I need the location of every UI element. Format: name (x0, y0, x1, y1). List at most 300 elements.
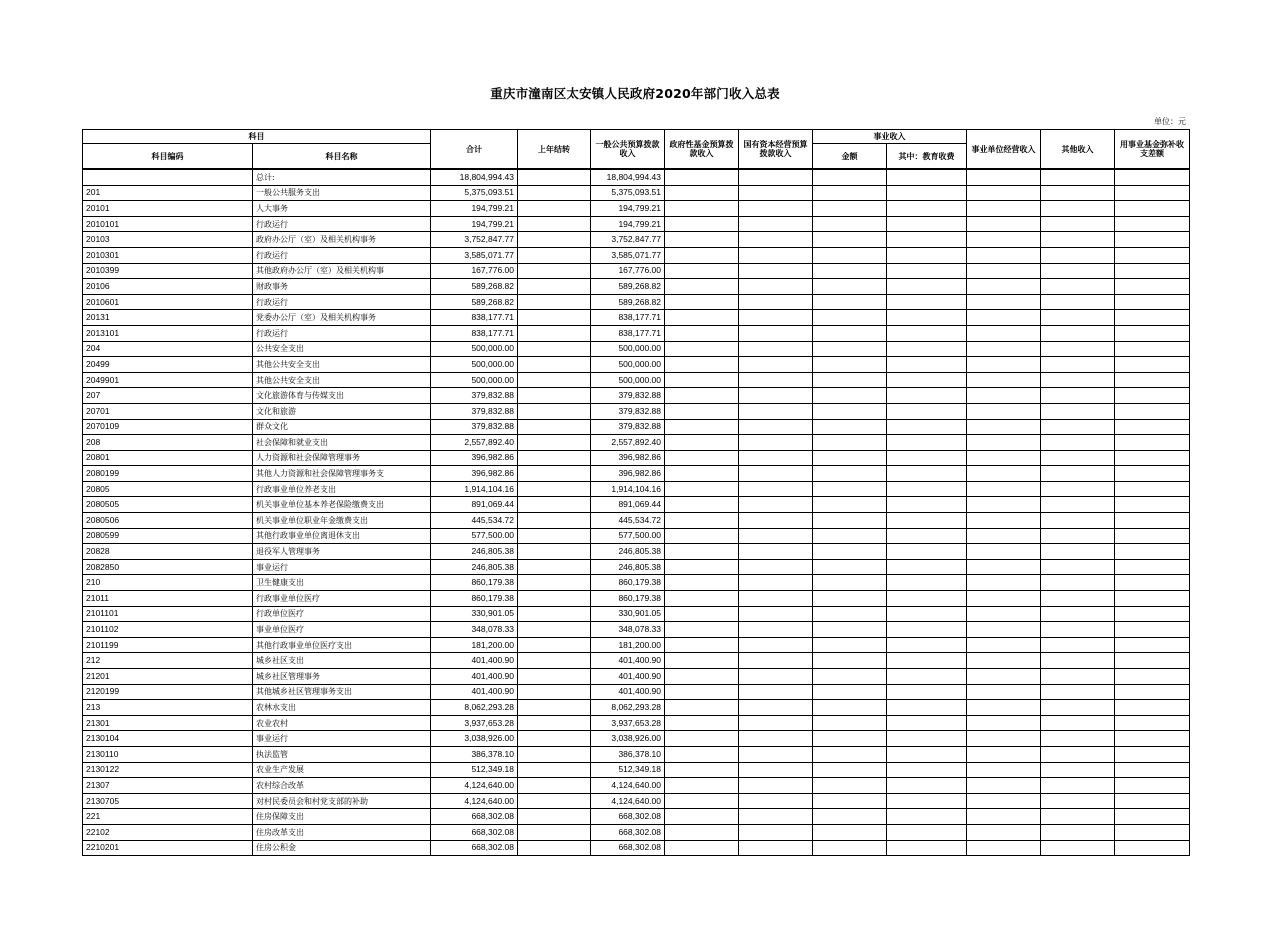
cell-gov-fund (665, 575, 739, 591)
unit-label: 单位：元 (1154, 117, 1186, 126)
cell-total: 379,832.88 (431, 388, 518, 404)
cell-total: 3,038,926.00 (431, 731, 518, 747)
table-row (83, 497, 1190, 513)
cell-edu-fee (887, 310, 967, 326)
cell-total: 3,937,653.28 (431, 715, 518, 731)
cell-gov-fund (665, 169, 739, 185)
cell-edu-fee (887, 372, 967, 388)
cell-carryover (518, 435, 591, 451)
cell-state-capital (739, 513, 813, 529)
cell-carryover (518, 310, 591, 326)
cell-general-budget: 401,400.90 (591, 684, 665, 700)
cell-unit-operating (967, 653, 1041, 669)
cell-unit-operating (967, 637, 1041, 653)
cell-code: 2080505 (83, 497, 253, 513)
cell-edu-fee (887, 591, 967, 607)
cell-fund-balance (1115, 606, 1190, 622)
cell-carryover (518, 544, 591, 560)
table-row (83, 403, 1190, 419)
cell-code: 2130705 (83, 793, 253, 809)
cell-business-amount (813, 528, 887, 544)
cell-name: 农林水支出 (253, 700, 431, 716)
cell-state-capital (739, 575, 813, 591)
table-row (83, 575, 1190, 591)
cell-state-capital (739, 684, 813, 700)
cell-total: 5,375,093.51 (431, 185, 518, 201)
cell-unit-operating (967, 513, 1041, 529)
cell-code: 2080199 (83, 466, 253, 482)
cell-fund-balance (1115, 263, 1190, 279)
cell-edu-fee (887, 325, 967, 341)
cell-edu-fee (887, 450, 967, 466)
cell-state-capital (739, 637, 813, 653)
table-row (83, 481, 1190, 497)
cell-business-amount (813, 513, 887, 529)
cell-gov-fund (665, 544, 739, 560)
cell-fund-balance (1115, 388, 1190, 404)
table-row (83, 528, 1190, 544)
cell-fund-balance (1115, 528, 1190, 544)
cell-business-amount (813, 653, 887, 669)
cell-carryover (518, 263, 591, 279)
revenue-table (82, 129, 1190, 856)
cell-other (1041, 824, 1115, 840)
table-row (83, 684, 1190, 700)
cell-other (1041, 357, 1115, 373)
cell-total: 194,799.21 (431, 216, 518, 232)
table-row (83, 325, 1190, 341)
cell-carryover (518, 715, 591, 731)
cell-name: 群众文化 (253, 419, 431, 435)
table-row (83, 232, 1190, 248)
cell-fund-balance (1115, 684, 1190, 700)
cell-carryover (518, 450, 591, 466)
cell-other (1041, 653, 1115, 669)
cell-total: 401,400.90 (431, 653, 518, 669)
cell-state-capital (739, 622, 813, 638)
cell-code: 2013101 (83, 325, 253, 341)
cell-name: 行政事业单位养老支出 (253, 481, 431, 497)
cell-edu-fee (887, 715, 967, 731)
cell-fund-balance (1115, 637, 1190, 653)
cell-carryover (518, 279, 591, 295)
cell-code: 204 (83, 341, 253, 357)
cell-other (1041, 793, 1115, 809)
cell-state-capital (739, 388, 813, 404)
cell-fund-balance (1115, 247, 1190, 263)
cell-total: 246,805.38 (431, 559, 518, 575)
cell-edu-fee (887, 622, 967, 638)
cell-general-budget: 348,078.33 (591, 622, 665, 638)
cell-carryover (518, 185, 591, 201)
cell-business-amount (813, 247, 887, 263)
cell-unit-operating (967, 762, 1041, 778)
table-row (83, 169, 1190, 185)
cell-general-budget: 445,534.72 (591, 513, 665, 529)
cell-state-capital (739, 341, 813, 357)
cell-code: 2082850 (83, 559, 253, 575)
cell-other (1041, 731, 1115, 747)
cell-fund-balance (1115, 279, 1190, 295)
cell-business-amount (813, 809, 887, 825)
cell-gov-fund (665, 669, 739, 685)
table-row (83, 310, 1190, 326)
cell-code: 20701 (83, 403, 253, 419)
cell-unit-operating (967, 357, 1041, 373)
cell-code: 20801 (83, 450, 253, 466)
cell-state-capital (739, 325, 813, 341)
cell-edu-fee (887, 793, 967, 809)
cell-state-capital (739, 544, 813, 560)
cell-name: 行政运行 (253, 216, 431, 232)
cell-carryover (518, 746, 591, 762)
cell-other (1041, 294, 1115, 310)
cell-fund-balance (1115, 762, 1190, 778)
cell-unit-operating (967, 544, 1041, 560)
table-row (83, 746, 1190, 762)
header-general-budget: 一般公共预算拨款收入 (591, 130, 665, 170)
cell-business-amount (813, 310, 887, 326)
cell-general-budget: 379,832.88 (591, 388, 665, 404)
cell-code: 21301 (83, 715, 253, 731)
cell-edu-fee (887, 169, 967, 185)
cell-gov-fund (665, 388, 739, 404)
cell-unit-operating (967, 575, 1041, 591)
cell-total: 18,804,994.43 (431, 169, 518, 185)
cell-unit-operating (967, 606, 1041, 622)
cell-business-amount (813, 746, 887, 762)
cell-name: 政府办公厅（室）及相关机构事务 (253, 232, 431, 248)
cell-code: 2210201 (83, 840, 253, 856)
cell-code: 20131 (83, 310, 253, 326)
cell-unit-operating (967, 591, 1041, 607)
cell-gov-fund (665, 403, 739, 419)
cell-carryover (518, 232, 591, 248)
cell-edu-fee (887, 419, 967, 435)
cell-name: 行政运行 (253, 247, 431, 263)
cell-fund-balance (1115, 669, 1190, 685)
cell-gov-fund (665, 341, 739, 357)
cell-fund-balance (1115, 653, 1190, 669)
cell-other (1041, 684, 1115, 700)
cell-carryover (518, 403, 591, 419)
cell-code: 22102 (83, 824, 253, 840)
cell-business-amount (813, 435, 887, 451)
cell-edu-fee (887, 669, 967, 685)
cell-other (1041, 622, 1115, 638)
cell-code: 2010101 (83, 216, 253, 232)
cell-other (1041, 310, 1115, 326)
cell-general-budget: 2,557,892.40 (591, 435, 665, 451)
cell-fund-balance (1115, 325, 1190, 341)
cell-edu-fee (887, 263, 967, 279)
cell-state-capital (739, 372, 813, 388)
cell-edu-fee (887, 762, 967, 778)
cell-other (1041, 544, 1115, 560)
cell-state-capital (739, 528, 813, 544)
table-row (83, 606, 1190, 622)
cell-general-budget: 668,302.08 (591, 840, 665, 856)
cell-carryover (518, 840, 591, 856)
cell-other (1041, 606, 1115, 622)
cell-unit-operating (967, 700, 1041, 716)
cell-code: 2049901 (83, 372, 253, 388)
cell-unit-operating (967, 310, 1041, 326)
table-row (83, 294, 1190, 310)
cell-fund-balance (1115, 731, 1190, 747)
cell-carryover (518, 731, 591, 747)
cell-unit-operating (967, 715, 1041, 731)
cell-total: 4,124,640.00 (431, 778, 518, 794)
table-row (83, 185, 1190, 201)
cell-gov-fund (665, 746, 739, 762)
cell-business-amount (813, 466, 887, 482)
header-unit-operating: 事业单位经营收入 (967, 130, 1041, 170)
header-amount: 金额 (813, 144, 887, 170)
cell-total: 4,124,640.00 (431, 793, 518, 809)
cell-other (1041, 263, 1115, 279)
cell-general-budget: 246,805.38 (591, 559, 665, 575)
cell-total: 3,752,847.77 (431, 232, 518, 248)
cell-gov-fund (665, 700, 739, 716)
cell-business-amount (813, 715, 887, 731)
cell-gov-fund (665, 435, 739, 451)
cell-fund-balance (1115, 715, 1190, 731)
cell-general-budget: 577,500.00 (591, 528, 665, 544)
cell-other (1041, 762, 1115, 778)
cell-code: 201 (83, 185, 253, 201)
cell-general-budget: 668,302.08 (591, 824, 665, 840)
cell-gov-fund (665, 450, 739, 466)
cell-edu-fee (887, 840, 967, 856)
cell-unit-operating (967, 247, 1041, 263)
header-fund-balance: 用事业基金弥补收支差额 (1115, 130, 1190, 170)
cell-carryover (518, 559, 591, 575)
table-row (83, 388, 1190, 404)
cell-edu-fee (887, 731, 967, 747)
cell-business-amount (813, 559, 887, 575)
cell-gov-fund (665, 606, 739, 622)
cell-edu-fee (887, 575, 967, 591)
cell-fund-balance (1115, 622, 1190, 638)
cell-fund-balance (1115, 169, 1190, 185)
cell-fund-balance (1115, 840, 1190, 856)
cell-name: 人力资源和社会保障管理事务 (253, 450, 431, 466)
cell-general-budget: 860,179.38 (591, 575, 665, 591)
cell-code (83, 169, 253, 185)
table-row (83, 715, 1190, 731)
cell-total: 194,799.21 (431, 201, 518, 217)
cell-code: 208 (83, 435, 253, 451)
cell-name: 行政运行 (253, 294, 431, 310)
cell-code: 20103 (83, 232, 253, 248)
cell-name: 行政运行 (253, 325, 431, 341)
cell-gov-fund (665, 216, 739, 232)
cell-edu-fee (887, 247, 967, 263)
cell-general-budget: 194,799.21 (591, 216, 665, 232)
cell-name: 城乡社区管理事务 (253, 669, 431, 685)
cell-gov-fund (665, 637, 739, 653)
cell-total: 500,000.00 (431, 341, 518, 357)
header-state-capital: 国有资本经营预算拨款收入 (739, 130, 813, 170)
cell-code: 2010399 (83, 263, 253, 279)
cell-total: 860,179.38 (431, 575, 518, 591)
cell-general-budget: 589,268.82 (591, 279, 665, 295)
cell-name: 公共安全支出 (253, 341, 431, 357)
cell-total: 396,982.86 (431, 450, 518, 466)
cell-fund-balance (1115, 513, 1190, 529)
cell-name: 人大事务 (253, 201, 431, 217)
cell-fund-balance (1115, 481, 1190, 497)
cell-other (1041, 216, 1115, 232)
cell-state-capital (739, 497, 813, 513)
cell-state-capital (739, 294, 813, 310)
cell-other (1041, 185, 1115, 201)
cell-gov-fund (665, 357, 739, 373)
cell-edu-fee (887, 403, 967, 419)
cell-gov-fund (665, 622, 739, 638)
cell-name: 文化旅游体育与传媒支出 (253, 388, 431, 404)
cell-carryover (518, 762, 591, 778)
cell-fund-balance (1115, 232, 1190, 248)
cell-state-capital (739, 606, 813, 622)
cell-code: 212 (83, 653, 253, 669)
cell-business-amount (813, 279, 887, 295)
cell-carryover (518, 700, 591, 716)
cell-carryover (518, 466, 591, 482)
cell-general-budget: 167,776.00 (591, 263, 665, 279)
cell-unit-operating (967, 824, 1041, 840)
cell-other (1041, 419, 1115, 435)
table-row (83, 840, 1190, 856)
cell-fund-balance (1115, 575, 1190, 591)
cell-name: 执法监管 (253, 746, 431, 762)
cell-unit-operating (967, 201, 1041, 217)
cell-total: 1,914,104.16 (431, 481, 518, 497)
cell-name: 事业运行 (253, 559, 431, 575)
cell-total: 838,177.71 (431, 310, 518, 326)
cell-business-amount (813, 403, 887, 419)
cell-general-budget: 386,378.10 (591, 746, 665, 762)
cell-total: 379,832.88 (431, 403, 518, 419)
cell-edu-fee (887, 746, 967, 762)
cell-state-capital (739, 435, 813, 451)
cell-total: 246,805.38 (431, 544, 518, 560)
cell-gov-fund (665, 481, 739, 497)
cell-code: 2120199 (83, 684, 253, 700)
cell-edu-fee (887, 216, 967, 232)
cell-general-budget: 668,302.08 (591, 809, 665, 825)
cell-name: 卫生健康支出 (253, 575, 431, 591)
cell-gov-fund (665, 731, 739, 747)
cell-code: 2010601 (83, 294, 253, 310)
cell-business-amount (813, 201, 887, 217)
table-row (83, 731, 1190, 747)
cell-unit-operating (967, 279, 1041, 295)
table-row (83, 466, 1190, 482)
cell-state-capital (739, 403, 813, 419)
cell-total: 167,776.00 (431, 263, 518, 279)
cell-carryover (518, 637, 591, 653)
cell-business-amount (813, 669, 887, 685)
cell-unit-operating (967, 528, 1041, 544)
header-edu-fee: 其中：教育收费 (887, 144, 967, 170)
cell-name: 其他行政事业单位离退休支出 (253, 528, 431, 544)
cell-edu-fee (887, 357, 967, 373)
cell-fund-balance (1115, 341, 1190, 357)
table-row (83, 372, 1190, 388)
cell-carryover (518, 653, 591, 669)
table-header (83, 130, 1190, 170)
cell-state-capital (739, 669, 813, 685)
cell-code: 20805 (83, 481, 253, 497)
cell-code: 20828 (83, 544, 253, 560)
cell-total: 8,062,293.28 (431, 700, 518, 716)
cell-other (1041, 372, 1115, 388)
cell-other (1041, 778, 1115, 794)
cell-unit-operating (967, 778, 1041, 794)
cell-gov-fund (665, 279, 739, 295)
cell-name: 城乡社区支出 (253, 653, 431, 669)
cell-unit-operating (967, 372, 1041, 388)
cell-other (1041, 809, 1115, 825)
cell-gov-fund (665, 809, 739, 825)
cell-name: 住房改革支出 (253, 824, 431, 840)
cell-state-capital (739, 778, 813, 794)
cell-general-budget: 396,982.86 (591, 450, 665, 466)
cell-state-capital (739, 481, 813, 497)
cell-general-budget: 891,069.44 (591, 497, 665, 513)
cell-state-capital (739, 263, 813, 279)
cell-name: 一般公共服务支出 (253, 185, 431, 201)
cell-business-amount (813, 575, 887, 591)
cell-state-capital (739, 809, 813, 825)
cell-carryover (518, 341, 591, 357)
cell-edu-fee (887, 528, 967, 544)
cell-general-budget: 401,400.90 (591, 653, 665, 669)
cell-state-capital (739, 247, 813, 263)
cell-name: 其他公共安全支出 (253, 357, 431, 373)
cell-total: 401,400.90 (431, 684, 518, 700)
cell-carryover (518, 622, 591, 638)
cell-total: 860,179.38 (431, 591, 518, 607)
cell-total: 396,982.86 (431, 466, 518, 482)
cell-other (1041, 746, 1115, 762)
cell-name: 文化和旅游 (253, 403, 431, 419)
cell-name: 农业农村 (253, 715, 431, 731)
table-row (83, 341, 1190, 357)
cell-other (1041, 840, 1115, 856)
table-row (83, 637, 1190, 653)
cell-edu-fee (887, 684, 967, 700)
cell-business-amount (813, 497, 887, 513)
cell-other (1041, 450, 1115, 466)
cell-edu-fee (887, 559, 967, 575)
cell-gov-fund (665, 824, 739, 840)
cell-code: 21201 (83, 669, 253, 685)
page-title: 重庆市潼南区太安镇人民政府2020年部门收入总表 (490, 86, 780, 101)
cell-fund-balance (1115, 591, 1190, 607)
table-row (83, 778, 1190, 794)
cell-business-amount (813, 216, 887, 232)
cell-business-amount (813, 700, 887, 716)
cell-business-amount (813, 637, 887, 653)
table-row (83, 216, 1190, 232)
cell-general-budget: 500,000.00 (591, 357, 665, 373)
cell-gov-fund (665, 247, 739, 263)
cell-state-capital (739, 840, 813, 856)
table-row (83, 700, 1190, 716)
